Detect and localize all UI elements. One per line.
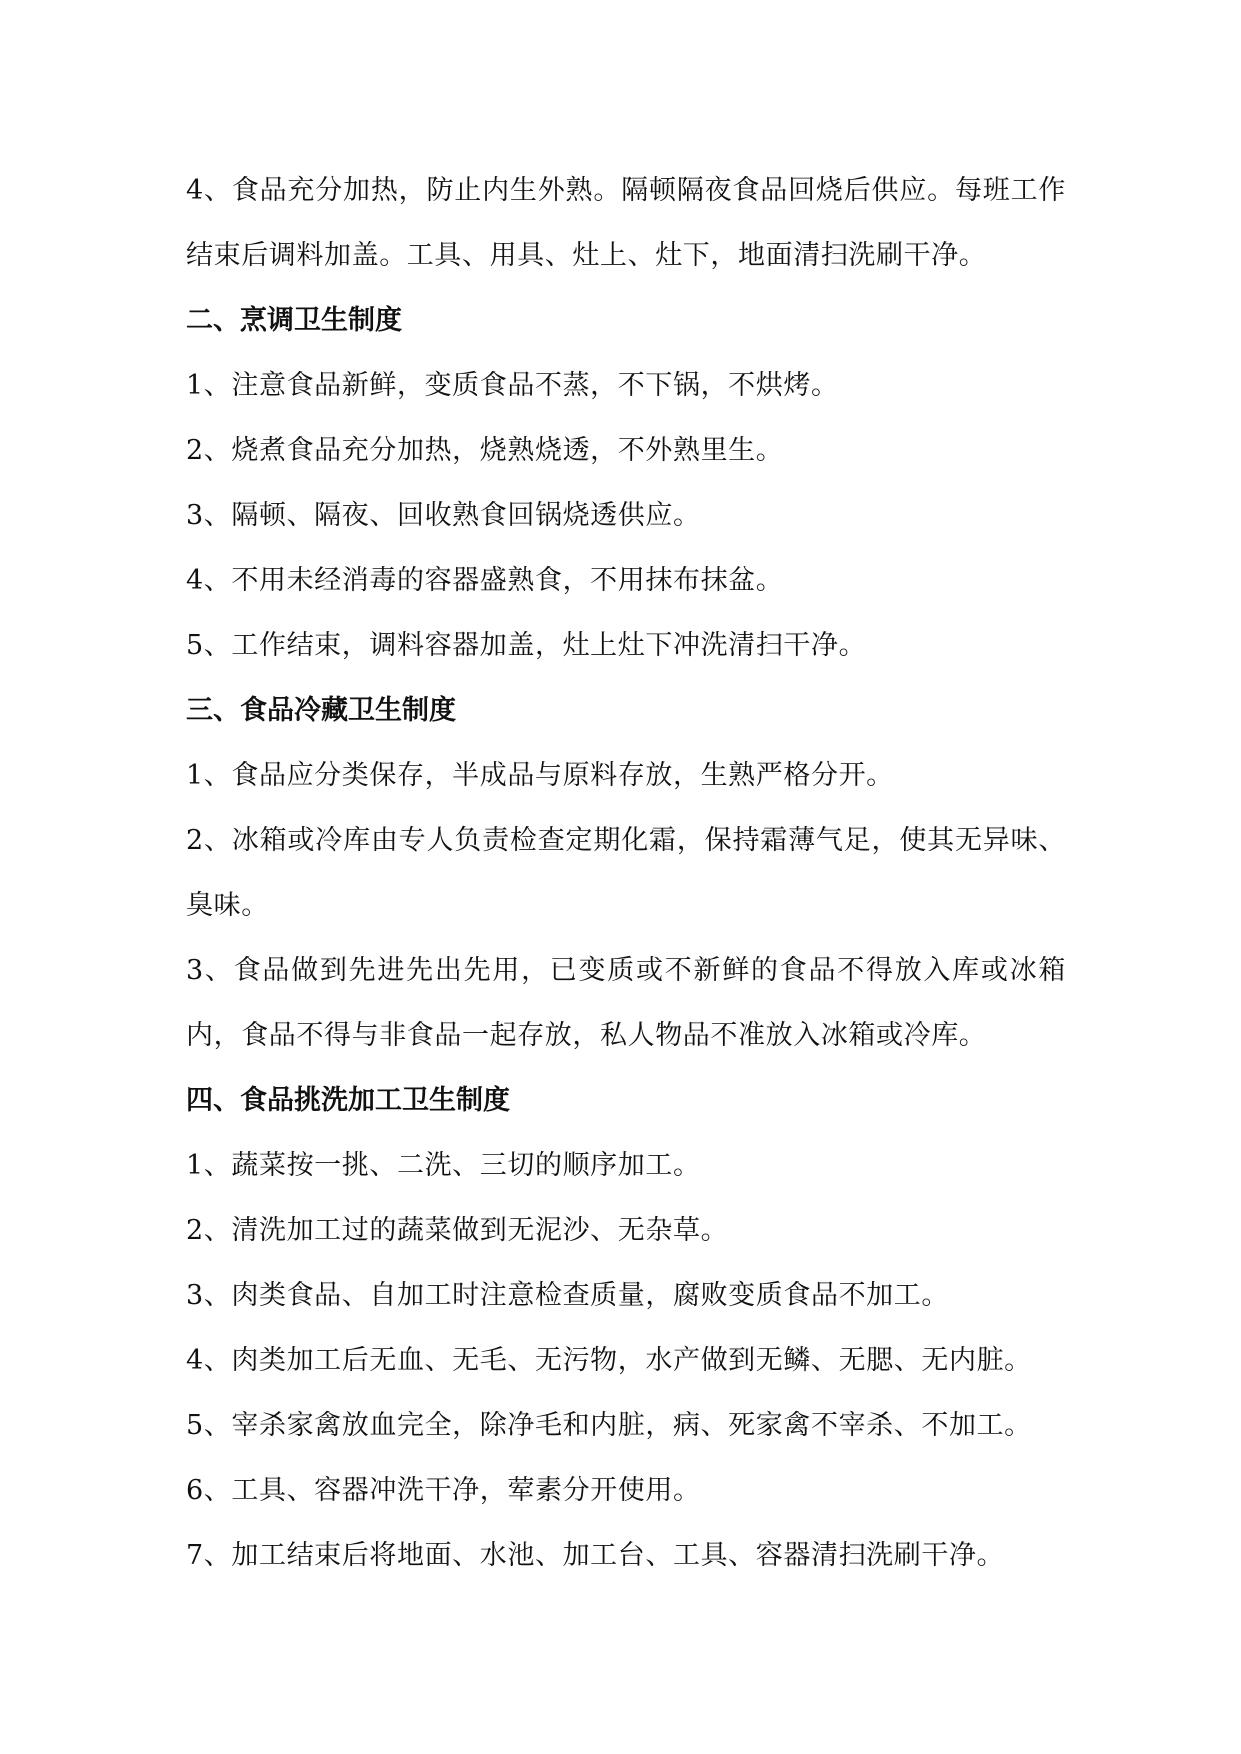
section-2-item: 5、工作结束，调料容器加盖，灶上灶下冲洗清扫干净。 <box>186 630 867 661</box>
section-2-item: 3、隔顿、隔夜、回收熟食回锅烧透供应。 <box>186 500 701 531</box>
intro-item-4: 4、食品充分加热，防止内生外熟。隔顿隔夜食品回烧后供应。每班工作结束后调料加盖。工具、用具、灶上、灶下，地面清扫洗刷干净。 <box>186 175 1066 271</box>
section-3-item: 1、食品应分类保存，半成品与原料存放，生熟严格分开。 <box>186 760 894 791</box>
section-3-item: 3、食品做到先进先出先用，已变质或不新鲜的食品不得放入库或冰箱内，食品不得与非食品一起存放，私人物品不准放入冰箱或冷库。 <box>186 955 1066 1051</box>
section-4-item: 7、加工结束后将地面、水池、加工台、工具、容器清扫洗刷干净。 <box>186 1540 1005 1571</box>
section-4-item: 6、工具、容器冲洗干净，荤素分开使用。 <box>186 1475 701 1506</box>
section-2-item: 1、注意食品新鲜，变质食品不蒸，不下锅，不烘烤。 <box>186 370 839 401</box>
document-page <box>186 158 1066 1588</box>
section-2-item: 4、不用未经消毒的容器盛熟食，不用抹布抹盆。 <box>186 565 784 596</box>
section-3-title: 三、食品冷藏卫生制度 <box>186 695 456 726</box>
section-4-title: 四、食品挑洗加工卫生制度 <box>186 1085 510 1116</box>
section-4-item: 1、蔬菜按一挑、二洗、三切的顺序加工。 <box>186 1150 701 1181</box>
section-4-item: 5、宰杀家禽放血完全，除净毛和内脏，病、死家禽不宰杀、不加工。 <box>186 1410 1032 1441</box>
section-3-item: 2、冰箱或冷库由专人负责检查定期化霜，保持霜薄气足，使其无异味、臭味。 <box>186 825 1066 921</box>
section-4-item: 3、肉类食品、自加工时注意检查质量，腐败变质食品不加工。 <box>186 1280 949 1311</box>
section-2-item: 2、烧煮食品充分加热，烧熟烧透，不外熟里生。 <box>186 435 784 466</box>
section-4-item: 4、肉类加工后无血、无毛、无污物，水产做到无鳞、无腮、无内脏。 <box>186 1345 1032 1376</box>
section-2-title: 二、烹调卫生制度 <box>186 305 402 336</box>
section-4-item: 2、清洗加工过的蔬菜做到无泥沙、无杂草。 <box>186 1215 729 1246</box>
